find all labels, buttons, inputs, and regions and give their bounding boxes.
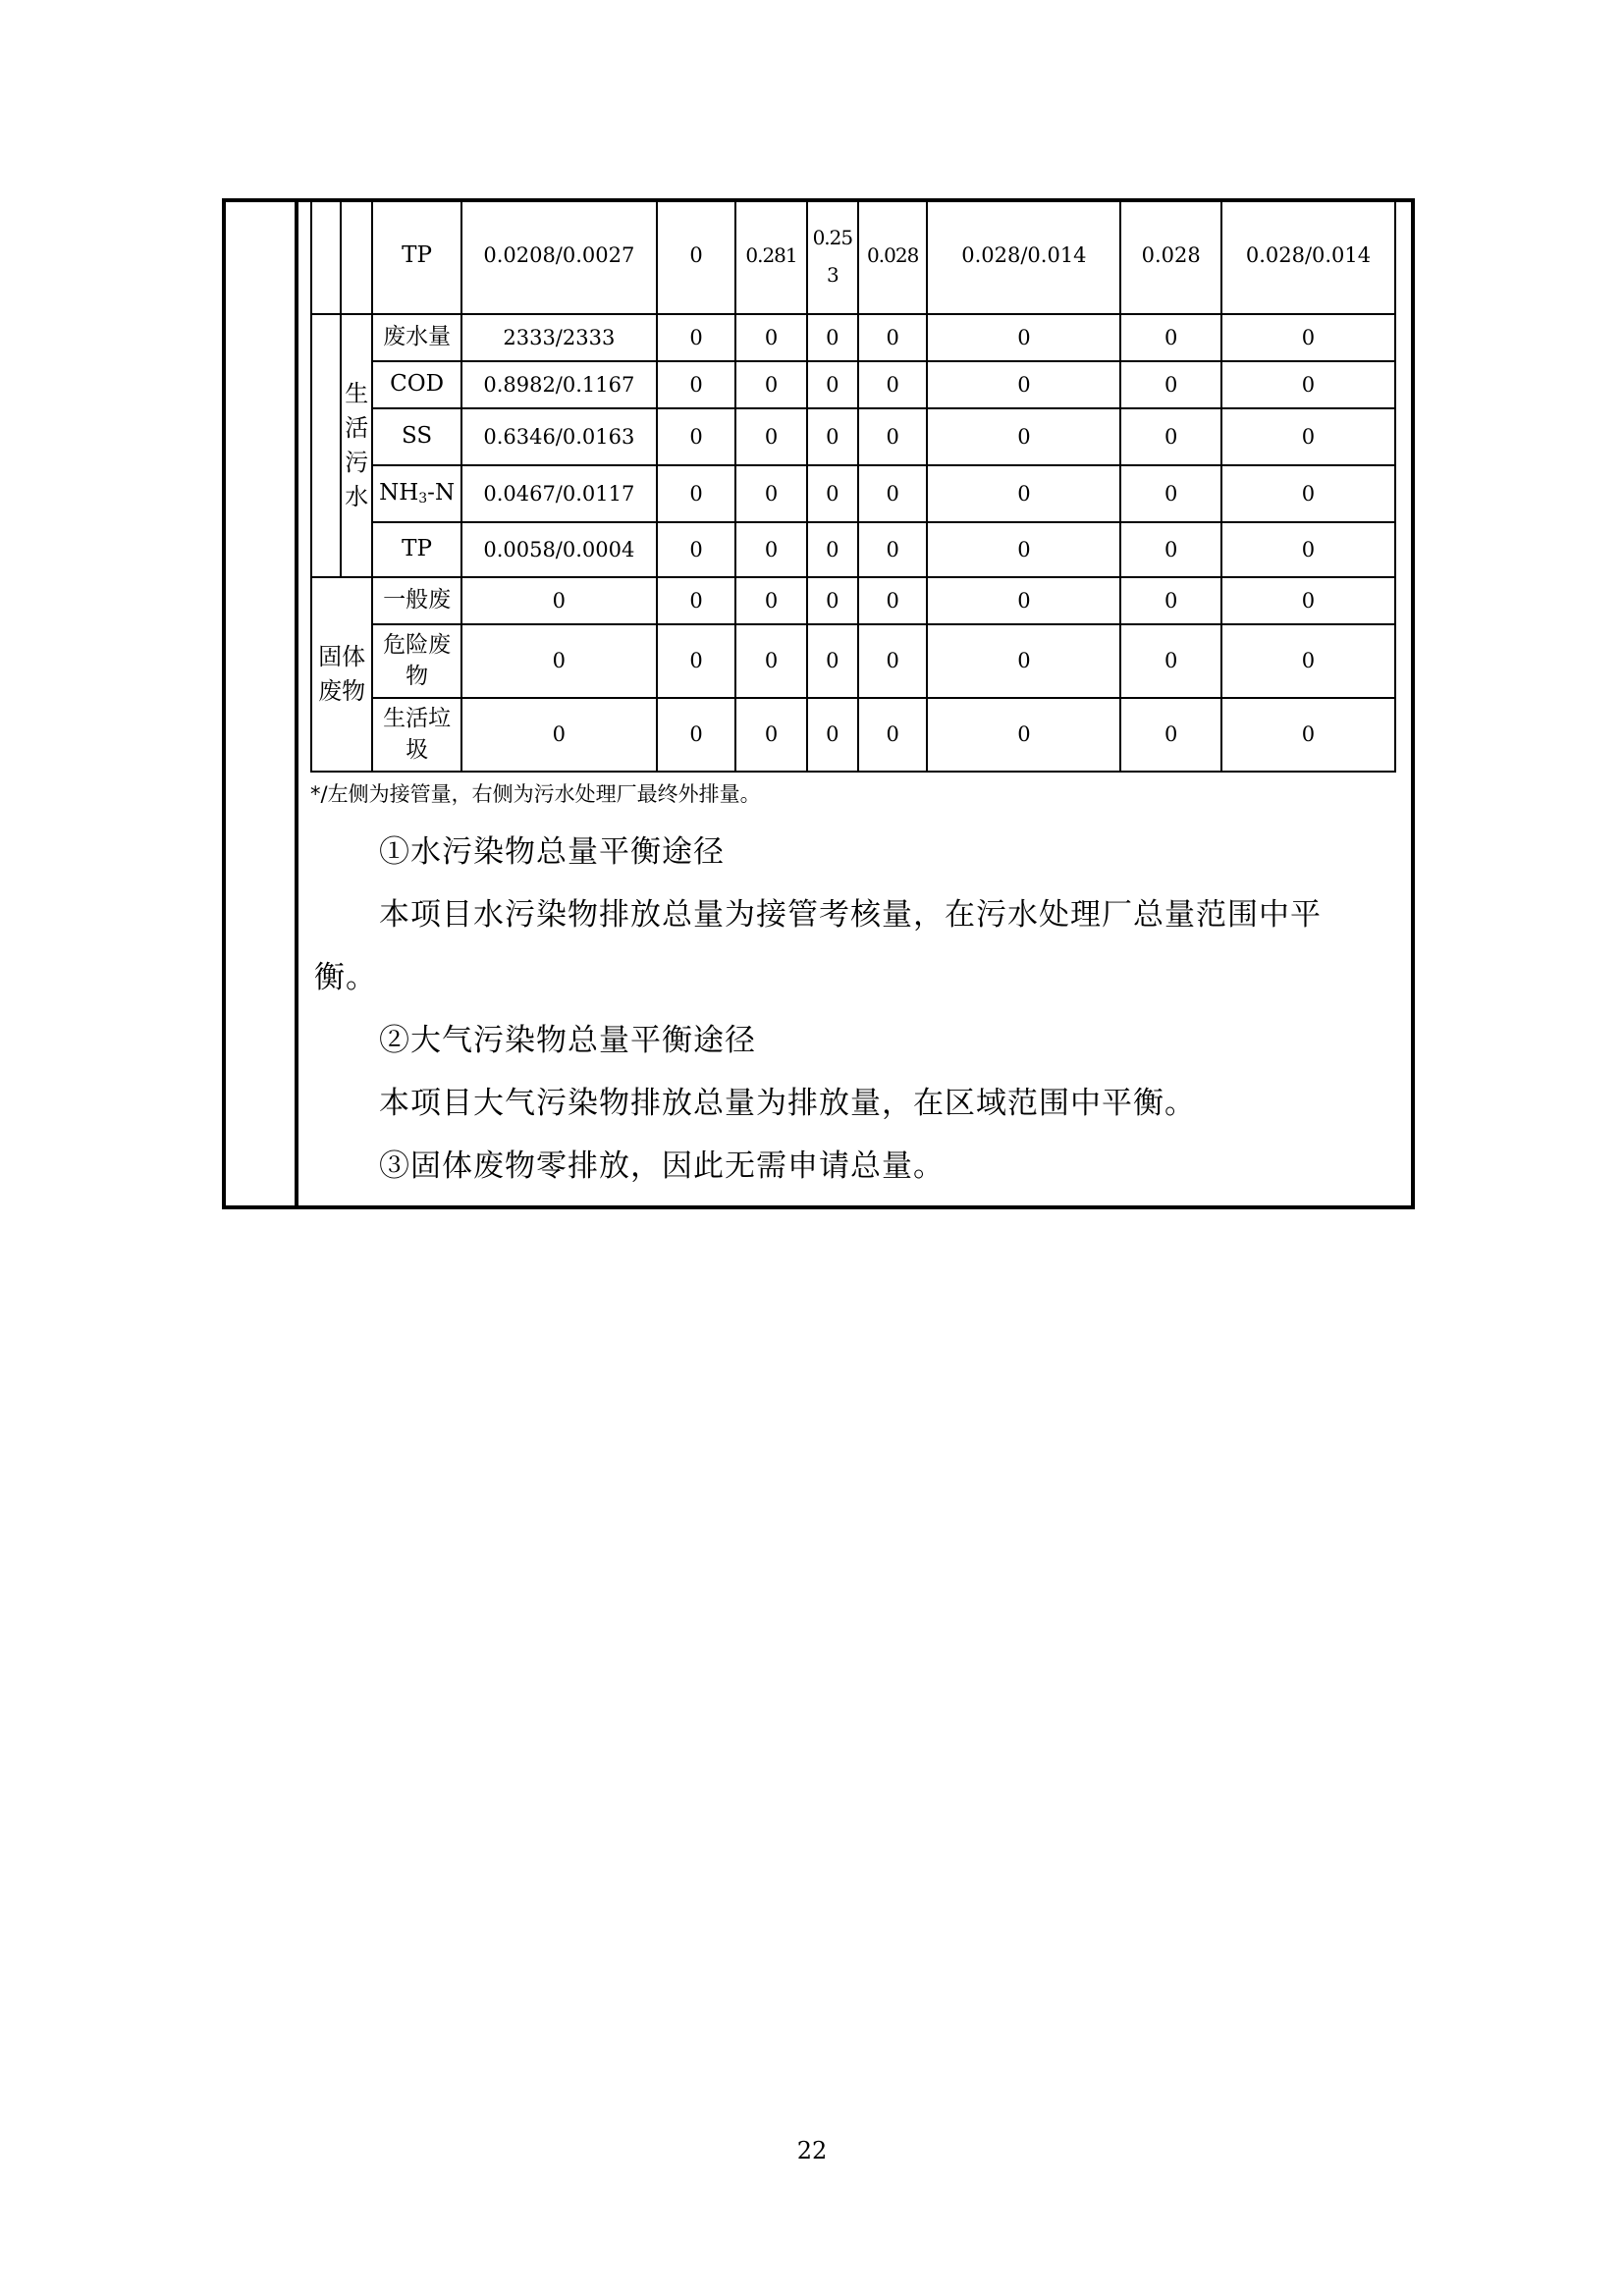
value-cell: 0 bbox=[807, 465, 858, 522]
value-cell: 0 bbox=[461, 577, 657, 624]
air-balance-heading: ②大气污染物总量平衡途径 bbox=[379, 1023, 756, 1058]
value-cell: 0 bbox=[807, 522, 858, 577]
value-cell: 0 bbox=[657, 624, 735, 698]
value-cell: 0 bbox=[807, 314, 858, 361]
value-cell: 0 bbox=[735, 361, 806, 408]
value-cell: 0.6346/0.0163 bbox=[461, 408, 657, 465]
value-cell: 0 bbox=[858, 408, 927, 465]
value-cell: 0.281 bbox=[735, 198, 806, 314]
value-cell: 0.028 bbox=[858, 198, 927, 314]
value-cell: 0 bbox=[1120, 577, 1221, 624]
value-cell: 0 bbox=[735, 465, 806, 522]
value-cell: 0.0208/0.0027 bbox=[461, 198, 657, 314]
table-row bbox=[311, 198, 1395, 314]
value-cell: 0 bbox=[461, 624, 657, 698]
air-balance-body: 本项目大气污染物排放总量为排放量，在区域范围中平衡。 bbox=[379, 1086, 1196, 1121]
value-cell: 0 bbox=[1120, 465, 1221, 522]
value-cell: 0 bbox=[807, 408, 858, 465]
table-row bbox=[311, 361, 1395, 408]
item-cell: TP bbox=[372, 198, 460, 314]
value-cell: 0 bbox=[1221, 408, 1395, 465]
value-cell: 0 bbox=[1120, 522, 1221, 577]
emissions-table bbox=[310, 198, 1396, 773]
value-cell: 0.028/0.014 bbox=[1221, 198, 1395, 314]
value-cell: 0 bbox=[735, 577, 806, 624]
value-cell: 0 bbox=[1221, 314, 1395, 361]
table-footnote: */左侧为接管量，右侧为污水处理厂最终外排量。 bbox=[310, 782, 761, 806]
item-cell: 一般废 bbox=[372, 577, 460, 624]
value-cell: 0 bbox=[1221, 698, 1395, 772]
value-cell: 0 bbox=[657, 408, 735, 465]
value-cell: 0.0058/0.0004 bbox=[461, 522, 657, 577]
value-cell: 0 bbox=[927, 522, 1120, 577]
value-cell: 0 bbox=[858, 522, 927, 577]
table-row bbox=[311, 408, 1395, 465]
solid-waste-body: ③固体废物零排放，因此无需申请总量。 bbox=[379, 1148, 945, 1184]
value-cell: 0.8982/0.1167 bbox=[461, 361, 657, 408]
value-cell: 0 bbox=[1221, 465, 1395, 522]
value-cell: 0 bbox=[927, 698, 1120, 772]
value-cell: 0 bbox=[735, 408, 806, 465]
item-cell: COD bbox=[372, 361, 460, 408]
table-row bbox=[311, 522, 1395, 577]
table-row bbox=[311, 698, 1395, 772]
item-cell: 生活垃圾 bbox=[372, 698, 460, 772]
value-cell: 0 bbox=[927, 408, 1120, 465]
value-cell: 0 bbox=[657, 198, 735, 314]
item-cell-nh3n: $NH_3-N$ bbox=[372, 465, 460, 522]
item-cell: TP bbox=[372, 522, 460, 577]
table-row bbox=[311, 577, 1395, 624]
value-cell: 0 bbox=[1221, 624, 1395, 698]
value-cell: 0 bbox=[735, 624, 806, 698]
item-cell: 危险废物 bbox=[372, 624, 460, 698]
value-cell: 0 bbox=[657, 698, 735, 772]
value-cell: 0 bbox=[807, 698, 858, 772]
value-cell: 0.028 bbox=[1120, 198, 1221, 314]
table-cell bbox=[311, 198, 341, 314]
value-cell: 2333/2333 bbox=[461, 314, 657, 361]
value-cell: 0 bbox=[1221, 577, 1395, 624]
value-cell: 0.0467/0.0117 bbox=[461, 465, 657, 522]
item-cell: SS bbox=[372, 408, 460, 465]
value-cell: 0.028/0.014 bbox=[927, 198, 1120, 314]
value-cell: 0 bbox=[1120, 698, 1221, 772]
value-cell: 0 bbox=[1120, 314, 1221, 361]
value-cell: 0 bbox=[657, 522, 735, 577]
group-label-domestic-sewage: 生活污水 bbox=[341, 314, 372, 577]
table-row bbox=[311, 624, 1395, 698]
value-cell: 0 bbox=[657, 465, 735, 522]
page-number: 22 bbox=[796, 2137, 828, 2164]
value-cell: 0 bbox=[461, 698, 657, 772]
value-cell: 0 bbox=[1221, 361, 1395, 408]
value-cell: 0 bbox=[1120, 361, 1221, 408]
value-cell: 0 bbox=[735, 314, 806, 361]
value-cell: 0 bbox=[807, 577, 858, 624]
value-cell: 0 bbox=[927, 577, 1120, 624]
group-label-solid-waste: 固体废物 bbox=[311, 577, 372, 772]
form-left-column-divider bbox=[295, 198, 298, 1209]
item-cell: 废水量 bbox=[372, 314, 460, 361]
value-cell: 0 bbox=[927, 361, 1120, 408]
value-cell: 0 bbox=[858, 361, 927, 408]
water-balance-heading: ①水污染物总量平衡途径 bbox=[379, 834, 725, 870]
value-cell: 0 bbox=[858, 465, 927, 522]
value-cell: 0 bbox=[858, 577, 927, 624]
value-cell: 0 bbox=[858, 314, 927, 361]
value-cell: 0 bbox=[858, 624, 927, 698]
water-balance-body-line1: 本项目水污染物排放总量为接管考核量，在污水处理厂总量范围中平 bbox=[379, 897, 1322, 933]
value-cell: 0 bbox=[657, 577, 735, 624]
value-cell: 0 bbox=[1120, 408, 1221, 465]
value-cell: 0 bbox=[735, 698, 806, 772]
table-cell bbox=[311, 314, 341, 577]
value-cell: 0 bbox=[927, 314, 1120, 361]
value-cell: 0 bbox=[657, 314, 735, 361]
value-cell: 0 bbox=[657, 361, 735, 408]
value-cell: 0 bbox=[927, 465, 1120, 522]
value-cell: 0 bbox=[735, 522, 806, 577]
value-cell: 0 bbox=[1120, 624, 1221, 698]
value-cell: 0 bbox=[807, 361, 858, 408]
water-balance-body-line2: 衡。 bbox=[314, 960, 377, 995]
value-cell: 0.253 bbox=[807, 198, 858, 314]
value-cell: 0 bbox=[1221, 522, 1395, 577]
table-cell bbox=[341, 198, 372, 314]
table-row bbox=[311, 314, 1395, 361]
value-cell: 0 bbox=[858, 698, 927, 772]
value-cell: 0 bbox=[927, 624, 1120, 698]
table-row bbox=[311, 465, 1395, 522]
value-cell: 0 bbox=[807, 624, 858, 698]
